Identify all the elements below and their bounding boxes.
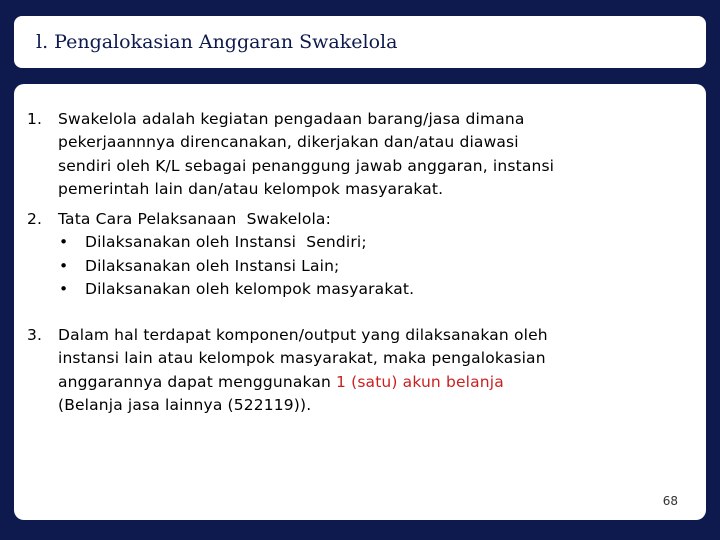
bullet-icon: • [59, 233, 69, 252]
content-panel [14, 84, 706, 520]
slide-title: l. Pengalokasian Anggaran Swakelola [36, 31, 398, 53]
page-number: 68 [662, 494, 678, 508]
list-item-text-line: (Belanja jasa lainnya (522119)). [58, 396, 312, 415]
sub-list-item-text: Dilaksanakan oleh Instansi Lain; [85, 256, 340, 275]
sub-list-item [58, 231, 638, 254]
bullet-icon: • [59, 256, 69, 275]
list-item-text-line: sendiri oleh K/L sebagai penanggung jawab anggaran, instansi [58, 156, 555, 175]
list-item-text-line: Swakelola adalah kegiatan pengadaan barang/jasa dimana [58, 110, 525, 128]
slide-title-bar [14, 16, 706, 68]
list-item-number: 2. [27, 210, 43, 228]
list-item-text-line: pemerintah lain dan/atau kelompok masyarakat. [58, 180, 444, 199]
list-item-1 [27, 108, 638, 202]
list-item-text-line: Dalam hal terdapat komponen/output yang dilaksanakan oleh [58, 326, 548, 344]
highlighted-account-text: 1 (satu) akun belanja [336, 372, 504, 391]
list-item-2 [27, 208, 638, 302]
list-item-number: 1. [27, 110, 43, 128]
sub-list-item [58, 278, 638, 301]
sub-list-item-text: Dilaksanakan oleh kelompok masyarakat. [85, 280, 415, 299]
list-item-number: 3. [27, 326, 43, 344]
list-item-text-line: pekerjaannnya direncanakan, dikerjakan dan/atau diawasi [58, 133, 519, 152]
list-item-3 [27, 324, 638, 418]
list-item-text-line: instansi lain atau kelompok masyarakat, maka pengalokasian [58, 349, 546, 368]
sub-list-item [58, 255, 638, 278]
sub-list-item-text: Dilaksanakan oleh Instansi Sendiri; [85, 233, 367, 252]
list-item-text-prefix: anggarannya dapat menggunakan [58, 372, 337, 391]
bullet-icon: • [59, 280, 69, 299]
list-item-heading: Tata Cara Pelaksanaan Swakelola: [58, 210, 331, 228]
list-item-text-line [58, 371, 638, 394]
